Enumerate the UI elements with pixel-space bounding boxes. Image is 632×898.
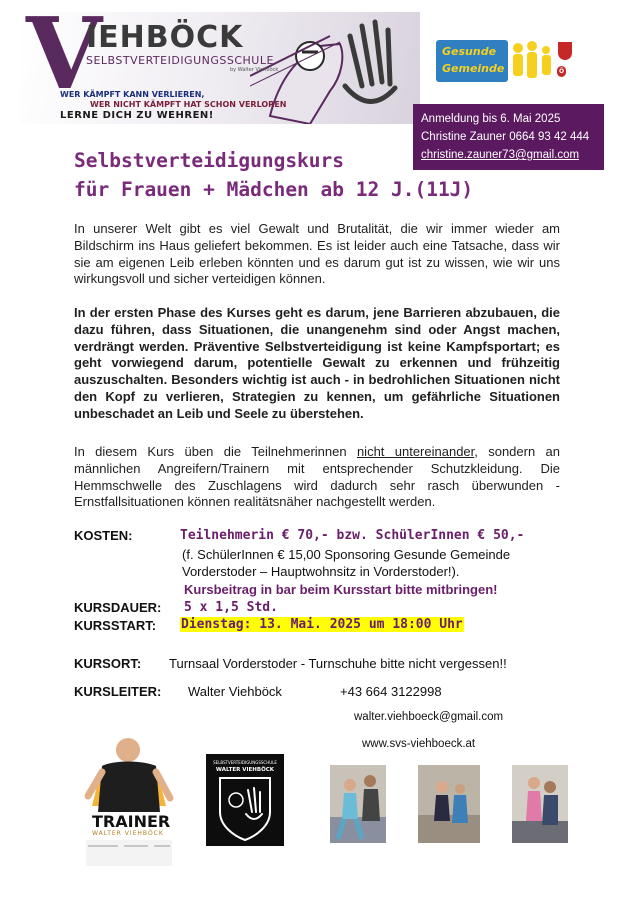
logo-school: SELBSTVERTEIDIGUNGSSCHULE [86, 54, 274, 67]
trainer-image [78, 728, 180, 868]
start-label: KURSSTART: [74, 618, 157, 633]
location-label: KURSORT: [74, 656, 142, 671]
leader-phone[interactable]: +43 664 3122998 [340, 684, 442, 699]
slogan-line-1: WER KÄMPFT KANN VERLIEREN, [60, 90, 205, 99]
badge-line-1: SELBSTVERTEIDIGUNGSSCHULE [213, 760, 277, 765]
leader-label: KURSLEITER: [74, 684, 162, 699]
registration-deadline: Anmeldung bis 6. Mai 2025 [421, 113, 561, 125]
logo-byline: by Walter Viehböck [230, 67, 279, 73]
partner-line-2: Gemeinde [442, 62, 505, 75]
trainer-sub: WALTER VIEHBÖCK [92, 830, 164, 837]
logo-name: IEHBÖCK [86, 20, 244, 55]
title-line-1: Selbstverteidigungskurs [74, 149, 345, 172]
training-scene-illustration-3 [512, 765, 568, 843]
registration-email-link[interactable]: christine.zauner73@gmail.com [421, 149, 580, 161]
duration-value: 5 x 1,5 Std. [184, 600, 278, 615]
gesunde-gemeinde-logo [436, 40, 576, 90]
training-text-underlined: nicht untereinander [356, 444, 475, 459]
people-icon [510, 40, 556, 84]
leader-email-link[interactable]: walter.viehboeck@gmail.com [354, 711, 504, 723]
badge-line-2: WALTER VIEHBÖCK [215, 767, 275, 773]
header-banner [20, 12, 420, 124]
partner-line-1: Gesunde [442, 45, 497, 58]
training-photo-1 [330, 765, 386, 843]
coat-of-arms-icon [558, 42, 572, 60]
training-text-end: , sondern an männlichen Angreifern/Trainern mit entsprechender Schutzkleidung. Die Hemmschwelle des Zuschlagens wird dadurch sehr rasch überwunden - Ernstfallsituationen können realitätsnäher nachgestellt werden. [74, 444, 560, 510]
training-photo-3 [512, 765, 568, 843]
school-badge [206, 754, 284, 846]
training-paragraph [74, 444, 560, 511]
training-scene-illustration-1 [330, 765, 386, 843]
page-title [74, 146, 473, 204]
costs-note-3: Kursbeitrag in bar beim Kursstart bitte mitbringen! [184, 582, 498, 597]
leader-name: Walter Viehböck [188, 684, 282, 699]
intro-paragraph: In unserer Welt gibt es viel Gewalt und Brutalität, die wir immer wieder am Bildschirm ins Haus geliefert bekommen. Es ist leider auch eine Tatsache, dass wir sie am eigenen Leib erleben könnten und es darum gut ist zu wissen, wie wir uns wirkungsvoll und sicher verteidigen können. [74, 221, 560, 287]
costs-label: KOSTEN: [74, 528, 133, 543]
logo-letter: V [26, 12, 103, 112]
trainer-label: TRAINER [92, 812, 171, 831]
phase-paragraph: In der ersten Phase des Kurses geht es darum, jene Barrieren abzubauen, die dazu führen, dass Situationen, die unangenehm sind oder Angst machen, verdrängt werden. Präventive Selbstverteidigung ist keine Kampfsportart; es geht vorwiegend darum, potentielle Gewalt zu erkennen und frühzeitig auszuschalten. Besonders wichtig ist auch - in bedrohlichen Situationen nicht den Kopf zu verlieren, Strategien zu kennen, um gefährliche Situationen unbeschadet an Leib und Seele zu überstehen. [74, 305, 560, 421]
costs-value: Teilnehmerin € 70,- bzw. SchülerInnen € 50,- [180, 528, 525, 543]
badge-shield-icon [206, 754, 284, 846]
website-link[interactable]: www.svs-viehboeck.at [362, 738, 476, 750]
location-value: Turnsaal Vorderstoder - Turnschuhe bitte nicht vergessen!! [169, 656, 507, 671]
duration-label: KURSDAUER: [74, 600, 162, 615]
start-value: Dienstag: 13. Mai. 2025 um 18:00 Uhr [181, 617, 463, 632]
slogan-line-2: WER NICHT KÄMPFT HAT SCHON VERLOREN [90, 100, 287, 109]
trainer-figure-illustration [78, 728, 180, 868]
partner-badge: Ö [559, 68, 565, 75]
gesunde-gemeinde-box [436, 40, 508, 82]
registration-contact: Christine Zauner 0664 93 42 444 [421, 131, 590, 143]
training-scene-illustration-2 [418, 765, 480, 843]
training-text-start: In diesem Kurs üben die Teilnehmerinnen [74, 444, 357, 459]
training-photo-2 [418, 765, 480, 843]
costs-note-1: (f. SchülerInnen € 15,00 Sponsoring Gesunde Gemeinde [182, 547, 511, 562]
slogan-line-3: LERNE DICH ZU WEHREN! [60, 110, 214, 121]
costs-note-2: Vorderstoder – Hauptwohnsitz in Vorderstoder!). [182, 564, 460, 579]
title-line-2: für Frauen + Mädchen ab 12 J.(11J) [74, 178, 474, 201]
